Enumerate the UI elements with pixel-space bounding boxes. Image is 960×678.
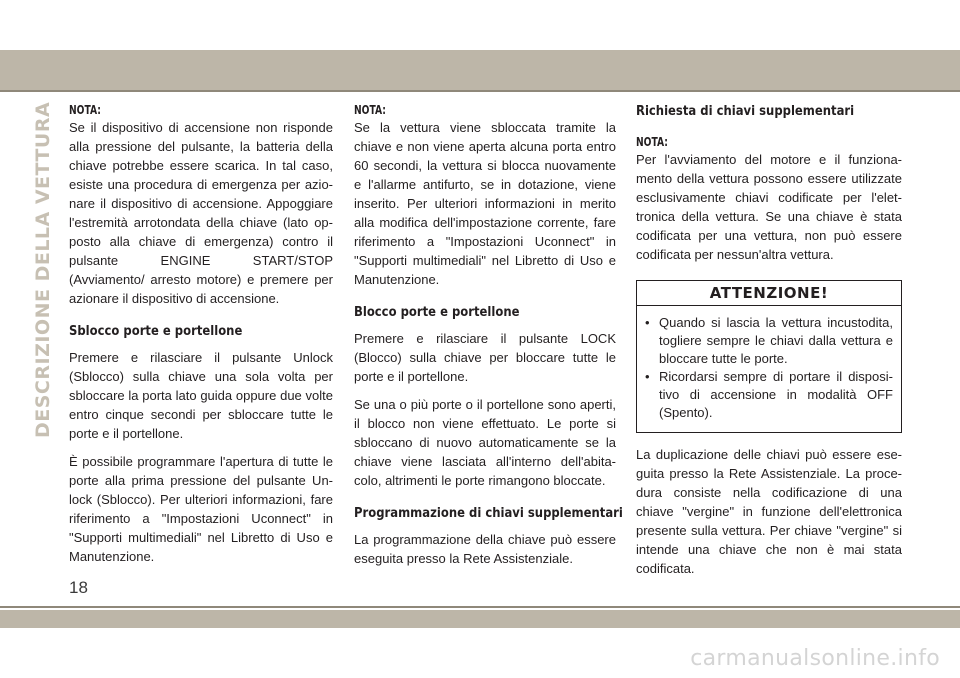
column-3 — [636, 102, 902, 578]
note-text: Se la vettura viene sbloccata tramite la chiave e non viene aperta alcuna porta entro 60 secondi, la vettura si blocca nuovamente e l'allarme antifurto, se in dotazione, viene inserito. Per ulteriori informazioni in merito alla modifica dell'impostazione corrente, fare riferimento a "Impostazioni Uconnect" in "Supporti multimediali" nel Libretto di Uso e Manutenzione. — [354, 120, 616, 287]
section-title: DESCRIZIONE DELLA VETTURA — [32, 102, 54, 439]
note-label: NOTA: — [69, 103, 101, 117]
column-1 — [69, 102, 333, 566]
note-label: NOTA: — [636, 135, 668, 149]
paragraph: Premere e rilasciare il pulsante LOCK (Blocco) sulla chiave per bloccare tutte le porte e il portellone. — [354, 331, 616, 384]
warning-list — [637, 306, 901, 432]
note-text: Per l'avviamento del motore e il funziona-mento della vettura possono essere utilizzate esclusivamente chiavi codificate per l'elet-tronica della vettura. Se una chiave è stata codificata per una vettura, non può essere codificata per nessun'altra vettura. — [636, 152, 902, 262]
header-band — [0, 50, 960, 90]
paragraph: È possibile programmare l'apertura di tutte le porte alla prima pressione del pulsante Un-lock (Sblocco). Per ulteriori informazioni, fare riferimento a "Impostazioni Uconnect" in "Supporti multimediali" nel Libretto di Uso e Manutenzione. — [69, 454, 333, 564]
paragraph: La duplicazione delle chiavi può essere ese-guita presso la Rete Assistenziale. La proce-dura consiste nella codificazione di una chiave "vergine" in funzione dell'elettronica presente sulla vettura. Per chiave "vergine" si intende una chiave che non è mai stata codificata. — [636, 447, 902, 576]
warning-box — [636, 280, 902, 433]
warning-item: • Quando si lascia la vettura incustodita, togliere sempre le chiavi dalla vettura e bloccare tutte le porte. — [645, 314, 893, 368]
note-label: NOTA: — [354, 103, 386, 117]
paragraph: Se una o più porte o il portellone sono aperti, il blocco non viene effettuato. Le porte si sbloccano di nuovo automaticamente se la chiave viene lasciata all'interno dell'abita-colo, altrimenti le porte rimangono bloccate. — [354, 397, 616, 488]
note-text: Se il dispositivo di accensione non risponde alla pressione del pulsante, la batteria della chiave potrebbe essere scarica. In tal caso, esiste una procedura di emergenza per azio-nare il dispositivo di accensione. Appoggiare l'estremità arrotondata della chiave (lato op-posto alla chiave di emergenza) contro il pulsante ENGINE START/STOP (Avviamento/ arresto motore) e premere per azionare il dispositivo di accensione. — [69, 120, 333, 306]
heading-richiesta: Richiesta di chiavi supplementari — [636, 103, 855, 119]
paragraph: La programmazione della chiave può essere eseguita presso la Rete Assistenziale. — [354, 532, 616, 566]
warning-item: • Ricordarsi sempre di portare il disposi-tivo di accensione in modalità OFF (Spento). — [645, 368, 893, 422]
warning-title: ATTENZIONE! — [637, 281, 901, 306]
heading-sblocco: Sblocco porte e portellone — [69, 323, 243, 339]
page-number: 18 — [69, 578, 88, 597]
footer-rule — [0, 606, 960, 608]
heading-blocco: Blocco porte e portellone — [354, 304, 520, 320]
paragraph: Premere e rilasciare il pulsante Unlock (Sblocco) sulla chiave una sola volta per sbloccare la porta lato guida oppure due volte entro cinque secondi per sbloccare tutte le porte e il portellone. — [69, 350, 333, 441]
footer-band — [0, 610, 960, 628]
watermark-link[interactable]: carmanualsonline.info — [690, 646, 940, 671]
column-2 — [354, 102, 623, 568]
heading-programmazione: Programmazione di chiavi supplementari — [354, 505, 623, 521]
header-rule — [0, 90, 960, 92]
